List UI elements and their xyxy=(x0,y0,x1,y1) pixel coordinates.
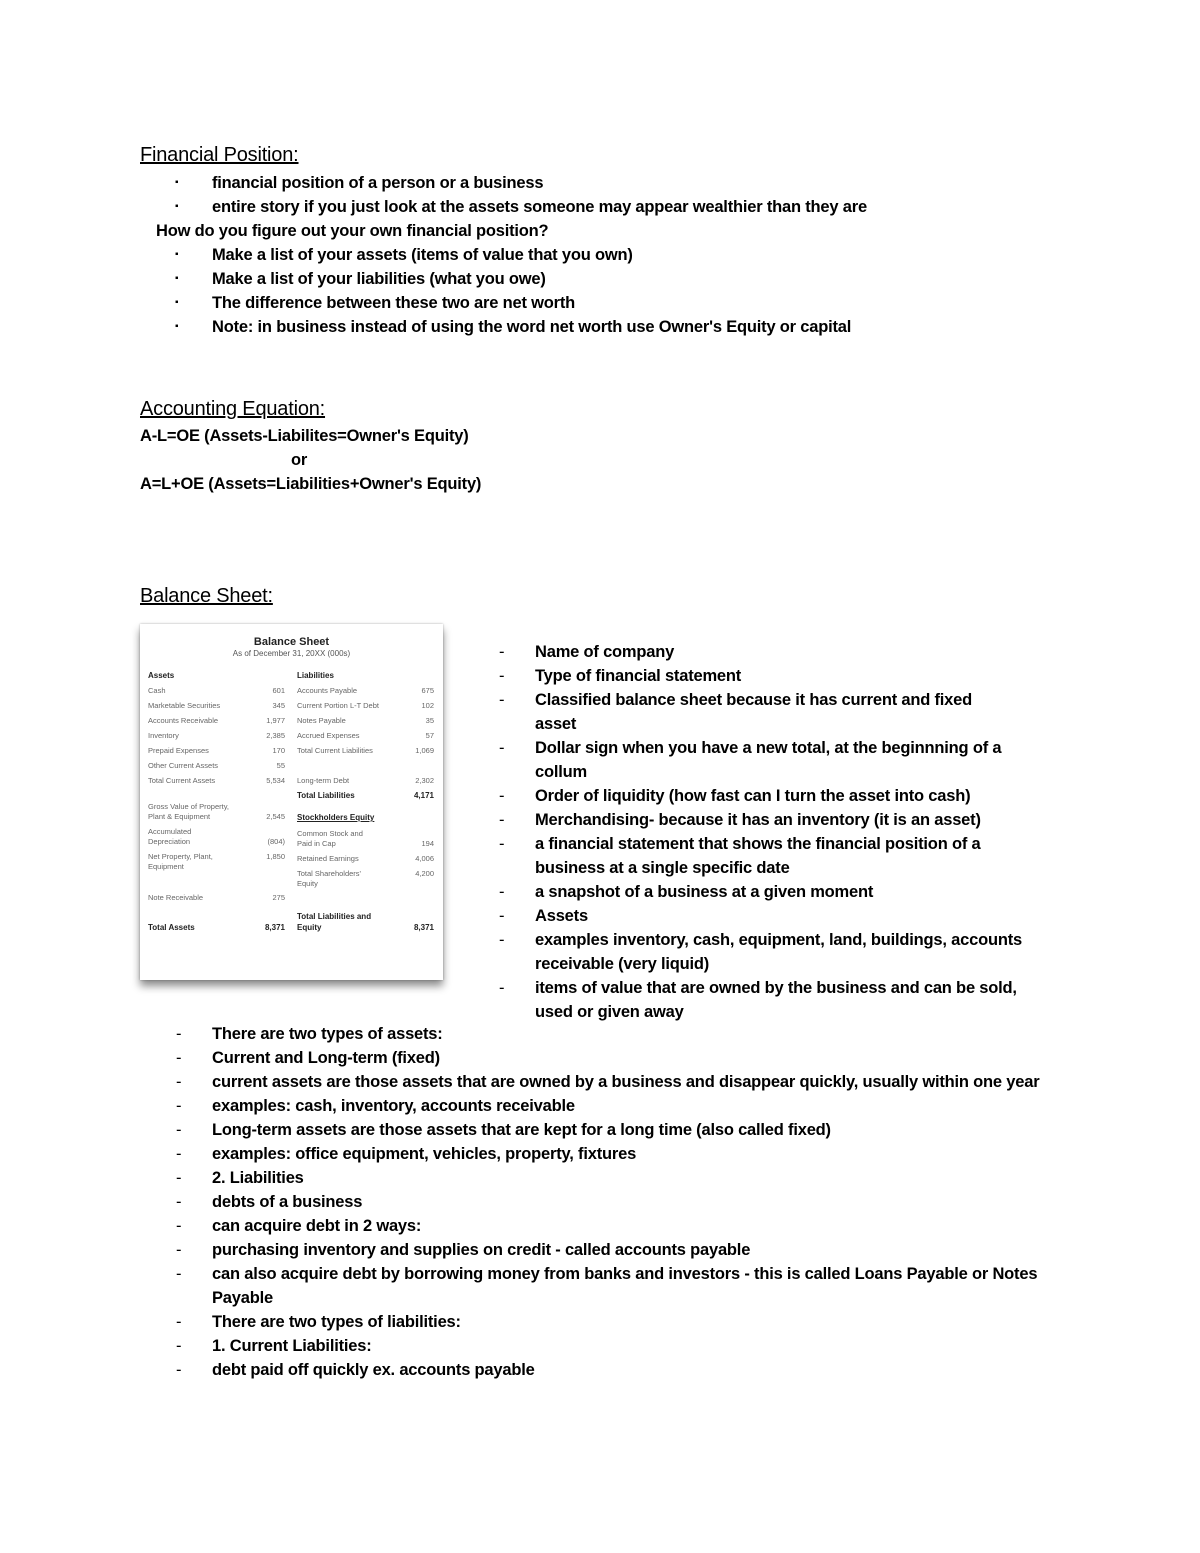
bs-right-label: Common Stock and xyxy=(297,829,363,838)
list-item: - a financial statement that shows the financial position of a business at a single specific date xyxy=(499,835,981,877)
list-item: - a snapshot of a business at a given moment xyxy=(499,883,874,901)
list-item: - Type of financial statement xyxy=(499,667,742,685)
list-item: - current assets are those assets that are owned by a business and disappear quickly, usually within one year xyxy=(176,1073,1040,1091)
bs-total-le-label: Equity xyxy=(297,923,322,932)
bs-right-label: Long-term Debt xyxy=(297,776,350,785)
bs-title: Balance Sheet xyxy=(253,636,330,648)
bs-assets-header: Assets xyxy=(148,671,175,680)
bs-right-value: 35 xyxy=(425,716,434,725)
list-item: - debts of a business xyxy=(176,1193,363,1211)
bs-right-label: Retained Earnings xyxy=(297,854,359,863)
list-item: - Assets xyxy=(499,907,588,925)
bullet-icon: ▪ xyxy=(175,273,179,284)
bs-right-value: 57 xyxy=(425,731,434,740)
bs-left-value: 1,977 xyxy=(266,716,285,725)
equation-or: or xyxy=(291,451,308,469)
list-item: ▪ Note: in business instead of using the word net worth use Owner's Equity or capital xyxy=(212,315,851,339)
bs-left-label: Plant & Equipment xyxy=(148,812,211,821)
list-item: - examples: cash, inventory, accounts receivable xyxy=(176,1097,575,1115)
bs-right-value: 1,069 xyxy=(415,746,434,755)
list-item: - Order of liquidity (how fast can I turn the asset into cash) xyxy=(499,787,971,805)
bs-left-value: 1,850 xyxy=(266,852,285,861)
list-item: - Dollar sign when you have a new total, at the beginnning of a collum xyxy=(499,739,1002,781)
bs-left-label: Marketable Securities xyxy=(148,701,221,710)
financial-position-question: How do you figure out your own financial position? xyxy=(156,222,549,240)
list-item: ▪ The difference between these two are net worth xyxy=(212,291,851,315)
bs-right-label: Notes Payable xyxy=(297,716,346,725)
bullet-icon: ▪ xyxy=(175,177,179,188)
bs-right-label: Equity xyxy=(297,879,318,888)
bs-left-label: Gross Value of Property, xyxy=(148,802,230,811)
list-item: - Long-term assets are those assets that are kept for a long time (also called fixed) xyxy=(176,1121,831,1139)
bs-left-label: Equipment xyxy=(148,862,184,871)
balance-sheet-heading: Balance Sheet: xyxy=(140,585,273,607)
bs-left-value: 601 xyxy=(272,686,285,695)
bs-right-value: 102 xyxy=(421,701,434,710)
bs-left-label: Accumulated xyxy=(148,827,192,836)
bs-right-value: 4,006 xyxy=(415,854,434,863)
equation-line-1: A-L=OE (Assets-Liabilites=Owner's Equity) xyxy=(140,427,469,445)
list-item: - purchasing inventory and supplies on credit - called accounts payable xyxy=(176,1241,751,1259)
list-item: - There are two types of liabilities: xyxy=(176,1313,461,1331)
bs-left-label: Note Receivable xyxy=(148,893,204,902)
bs-left-value: 5,534 xyxy=(266,776,285,785)
bs-left-value: 2,385 xyxy=(266,731,285,740)
bs-total-assets-label: Total Assets xyxy=(148,923,195,932)
bs-equity-header: Stockholders Equity xyxy=(297,813,375,822)
financial-position-steps xyxy=(175,243,852,339)
bullet-icon: ▪ xyxy=(175,297,179,308)
bs-left-label: Net Property, Plant, xyxy=(148,852,213,861)
bs-left-label: Inventory xyxy=(148,731,179,740)
list-item: - Classified balance sheet because it has current and fixed asset xyxy=(499,691,973,733)
bs-right-value: 2,302 xyxy=(415,776,434,785)
list-item: - examples: office equipment, vehicles, property, fixtures xyxy=(176,1145,637,1163)
bs-right-value: 4,200 xyxy=(415,869,434,878)
bs-total-liabilities-label: Total Liabilities xyxy=(297,791,355,800)
bs-right-value: 675 xyxy=(421,686,434,695)
bs-left-label: Other Current Assets xyxy=(148,761,219,770)
bs-liabilities-header: Liabilities xyxy=(297,671,334,680)
bs-left-label: Cash xyxy=(148,686,166,695)
balance-sheet-right-notes xyxy=(499,640,1055,1024)
bs-total-liabilities-value: 4,171 xyxy=(413,791,434,800)
accounting-equation-heading: Accounting Equation: xyxy=(140,398,326,420)
bs-left-label: Accounts Receivable xyxy=(148,716,219,725)
list-item: - Name of company xyxy=(499,643,675,661)
list-item: ▪ Make a list of your assets (items of value that you own) xyxy=(212,243,851,267)
list-item: - examples inventory, cash, equipment, land, buildings, accounts receivable (very liquid) xyxy=(499,931,1022,973)
list-item: ▪ financial position of a person or a business xyxy=(212,171,867,195)
bs-left-value: 275 xyxy=(272,893,285,902)
list-item: - Merchandising- because it has an inventory (it is an asset) xyxy=(499,811,981,829)
bs-right-label: Accrued Expenses xyxy=(297,731,360,740)
list-item: - can also acquire debt by borrowing money from banks and investors - this is called Loans Payable or Notes Payable xyxy=(176,1265,1038,1307)
list-item: - There are two types of assets: xyxy=(176,1025,443,1043)
financial-position-heading: Financial Position: xyxy=(140,144,299,166)
list-item: - Current and Long-term (fixed) xyxy=(176,1049,440,1067)
bs-total-le-value: 8,371 xyxy=(413,923,434,932)
bs-right-label: Total Shareholders' xyxy=(297,869,361,878)
bs-right-label: Total Current Liabilities xyxy=(297,746,373,755)
bs-left-label: Depreciation xyxy=(148,837,191,846)
bs-right-label: Current Portion L-T Debt xyxy=(297,701,379,710)
bullet-icon: ▪ xyxy=(175,249,179,260)
bs-total-assets-value: 8,371 xyxy=(264,923,285,932)
bs-total-le-label: Total Liabilities and xyxy=(297,912,372,921)
bs-left-value: 2,545 xyxy=(266,812,285,821)
bullet-icon: ▪ xyxy=(175,321,179,332)
bs-right-label: Paid in Cap xyxy=(297,839,336,848)
equation-line-2: A=L+OE (Assets=Liabilities+Owner's Equity) xyxy=(140,475,482,493)
list-item: - 1. Current Liabilities: xyxy=(176,1337,372,1355)
balance-sheet-image xyxy=(140,624,443,980)
bs-left-label: Prepaid Expenses xyxy=(148,746,209,755)
bs-left-value: 170 xyxy=(272,746,285,755)
list-item: - 2. Liabilities xyxy=(176,1169,304,1187)
bs-left-label: Total Current Assets xyxy=(148,776,216,785)
bs-right-label: Accounts Payable xyxy=(297,686,358,695)
bs-left-value: (804) xyxy=(267,837,285,846)
bs-right-value: 194 xyxy=(421,839,434,848)
bs-left-value: 345 xyxy=(272,701,285,710)
bullet-icon: ▪ xyxy=(175,201,179,212)
financial-position-bullets xyxy=(175,171,867,219)
list-item: ▪ Make a list of your liabilities (what you owe) xyxy=(212,267,851,291)
list-item: - items of value that are owned by the business and can be sold, used or given away xyxy=(499,979,1017,1021)
bs-subtitle: As of December 31, 20XX (000s) xyxy=(232,649,351,658)
list-item: - can acquire debt in 2 ways: xyxy=(176,1217,422,1235)
list-item: - debt paid off quickly ex. accounts payable xyxy=(176,1361,535,1379)
balance-sheet-lower-notes xyxy=(176,1022,1072,1382)
bs-left-value: 55 xyxy=(276,761,285,770)
list-item: ▪ entire story if you just look at the assets someone may appear wealthier than they are xyxy=(212,195,867,219)
